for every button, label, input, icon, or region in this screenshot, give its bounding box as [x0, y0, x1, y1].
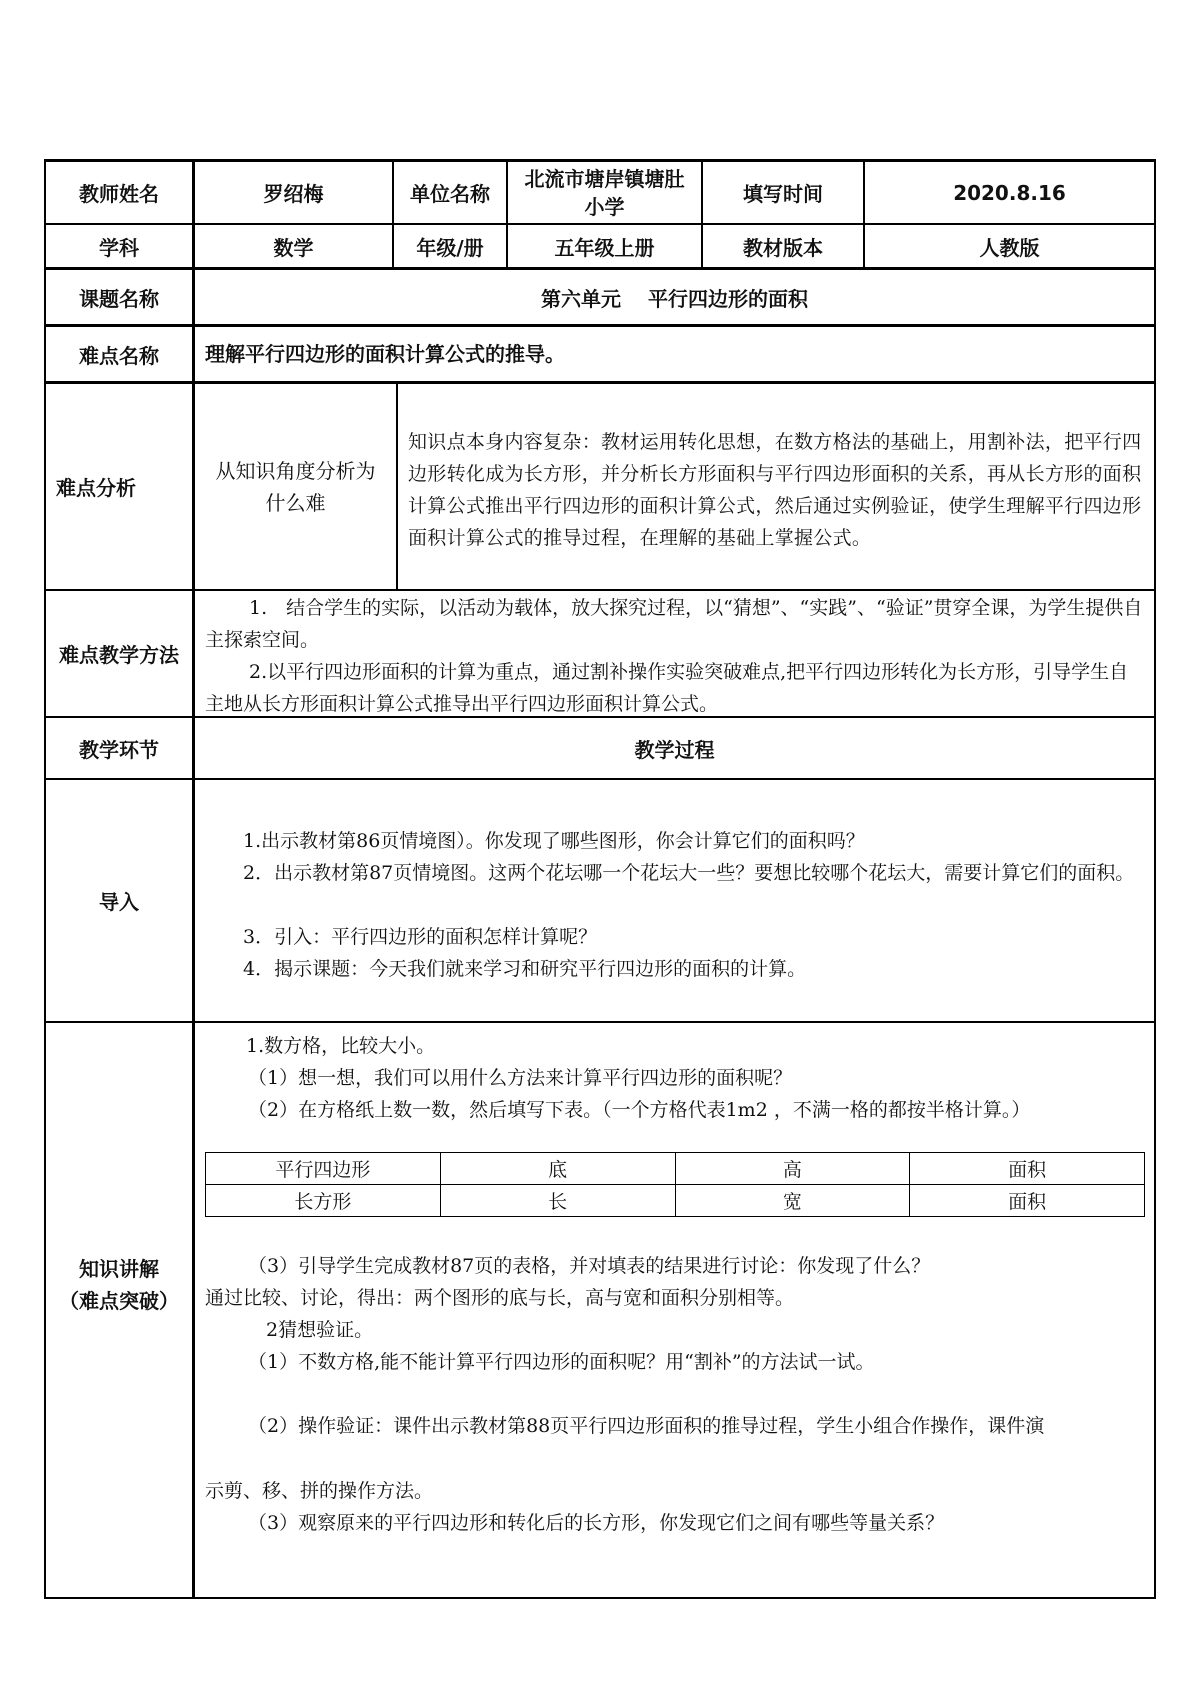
grade-value: 五年级上册 [554, 235, 655, 260]
analysis-label: 难点分析 [56, 476, 136, 500]
table-row [206, 1185, 1145, 1217]
teacher-name-value: 罗绍梅 [263, 182, 324, 206]
process-header-value: 教学过程 [634, 737, 715, 762]
unit-name-value [508, 162, 701, 223]
subject-label: 学科 [99, 235, 139, 260]
subject-value: 数学 [273, 235, 314, 260]
method-paragraph-2: 2.以平行四边形面积的计算为重点，通过割补操作实验突破难点,把平行四边形转化为长方形，引导学生自主地从长方形面积计算公式推导出平行四边形面积计算公式。 [205, 661, 1129, 715]
difficulty-value: 理解平行四边形的面积计算公式的推导。 [205, 342, 565, 366]
knowledge-label-line2: （难点突破） [59, 1289, 179, 1313]
area-comparison-table [205, 1152, 1145, 1217]
intro-label: 导入 [99, 890, 139, 914]
intro-paragraph-4: 4．揭示课题：今天我们就来学习和研究平行四边形的面积的计算。 [243, 958, 807, 980]
knowledge-line-4: （3）引导学生完成教材87页的表格，并对填表的结果进行讨论：你发现了什么？ [248, 1255, 931, 1277]
table-cell: 面积 [910, 1153, 1145, 1185]
grade-label: 年级/册 [416, 235, 484, 260]
unit-name-line1: 北流市塘岸镇塘肚 [524, 166, 685, 191]
analysis-sublabel [195, 384, 396, 589]
table-cell: 高 [675, 1153, 910, 1185]
knowledge-line-3: （2）在方格纸上数一数，然后填写下表。（一个方格代表1m2 ，不满一格的都按半格计算。） [248, 1099, 1031, 1121]
process-stage-label: 教学环节 [79, 737, 159, 762]
topic-value: 第六单元 平行四边形的面积 [541, 286, 808, 311]
table-cell: 宽 [675, 1185, 910, 1217]
table-cell: 底 [440, 1153, 675, 1185]
method-paragraph-1: 1. 结合学生的实际，以活动为载体，放大探究过程，以“猜想”、“实践”、“验证”贯穿全课，为学生提供自主探索空间。 [205, 597, 1143, 651]
table-border-right [1154, 159, 1156, 1599]
row-separator [44, 589, 1156, 591]
analysis-text: 知识点本身内容复杂：教材运用转化思想，在数方格法的基础上，用割补法，把平行四边形转化成为长方形，并分析长方形面积与平行四边形面积的关系，再从长方形的面积计算公式推出平行四边形的面积计算公式，然后通过实例验证，使学生理解平行四边形面积计算公式的推导过程，在理解的基础上掌握公式。 [408, 431, 1142, 549]
knowledge-label-line1: 知识讲解 [79, 1257, 159, 1281]
knowledge-line-2: （1）想一想，我们可以用什么方法来计算平行四边形的面积呢？ [248, 1067, 793, 1089]
knowledge-line-5: 通过比较、讨论，得出：两个图形的底与长，高与宽和面积分别相等。 [205, 1287, 795, 1309]
difficulty-label: 难点名称 [79, 343, 159, 368]
knowledge-line-6: 2猜想验证。 [266, 1319, 374, 1341]
knowledge-label [46, 1250, 192, 1320]
table-cell: 面积 [910, 1185, 1145, 1217]
knowledge-line-1: 1.数方格，比较大小。 [246, 1035, 436, 1057]
table-cell: 长 [440, 1185, 675, 1217]
unit-name-line2: 小学 [584, 194, 625, 219]
table-cell: 平行四边形 [206, 1153, 441, 1185]
unit-name-label: 单位名称 [410, 182, 490, 206]
edition-label: 教材版本 [743, 235, 823, 260]
knowledge-line-8: （2）操作验证：课件出示教材第88页平行四边形面积的推导过程，学生小组合作操作，课件演 [248, 1415, 1045, 1437]
intro-paragraph-1: 1.出示教材第86页情境图）。你发现了哪些图形，你会计算它们的面积吗？ [243, 830, 865, 852]
table-border-bottom [44, 1597, 1156, 1599]
knowledge-line-9: 示剪、移、拼的操作方法。 [205, 1480, 434, 1502]
method-label: 难点教学方法 [59, 643, 179, 667]
topic-label: 课题名称 [79, 286, 159, 311]
analysis-sublabel-line2: 什么难 [265, 490, 326, 515]
row-separator [44, 778, 1156, 780]
table-row [206, 1153, 1145, 1185]
table-cell: 长方形 [206, 1185, 441, 1217]
edition-value: 人教版 [979, 235, 1040, 260]
intro-paragraph-3: 3．引入：平行四边形的面积怎样计算呢？ [243, 926, 598, 948]
knowledge-line-10: （3）观察原来的平行四边形和转化后的长方形，你发现它们之间有哪些等量关系？ [248, 1512, 945, 1534]
knowledge-line-7: （1）不数方格,能不能计算平行四边形的面积呢？用“割补”的方法试一试。 [248, 1351, 875, 1373]
fill-date-value: 2020.8.16 [953, 180, 1066, 205]
analysis-column-divider [396, 381, 398, 591]
intro-paragraph-2: 2．出示教材第87页情境图。这两个花坛哪一个花坛大一些？要想比较哪个花坛大，需要计算它们的面积。 [243, 862, 1135, 884]
teacher-name-label: 教师姓名 [79, 182, 159, 206]
analysis-sublabel-line1: 从知识角度分析为 [215, 458, 376, 483]
label-column-divider [192, 159, 195, 1599]
row-separator [44, 1021, 1156, 1023]
fill-date-label: 填写时间 [743, 182, 823, 206]
